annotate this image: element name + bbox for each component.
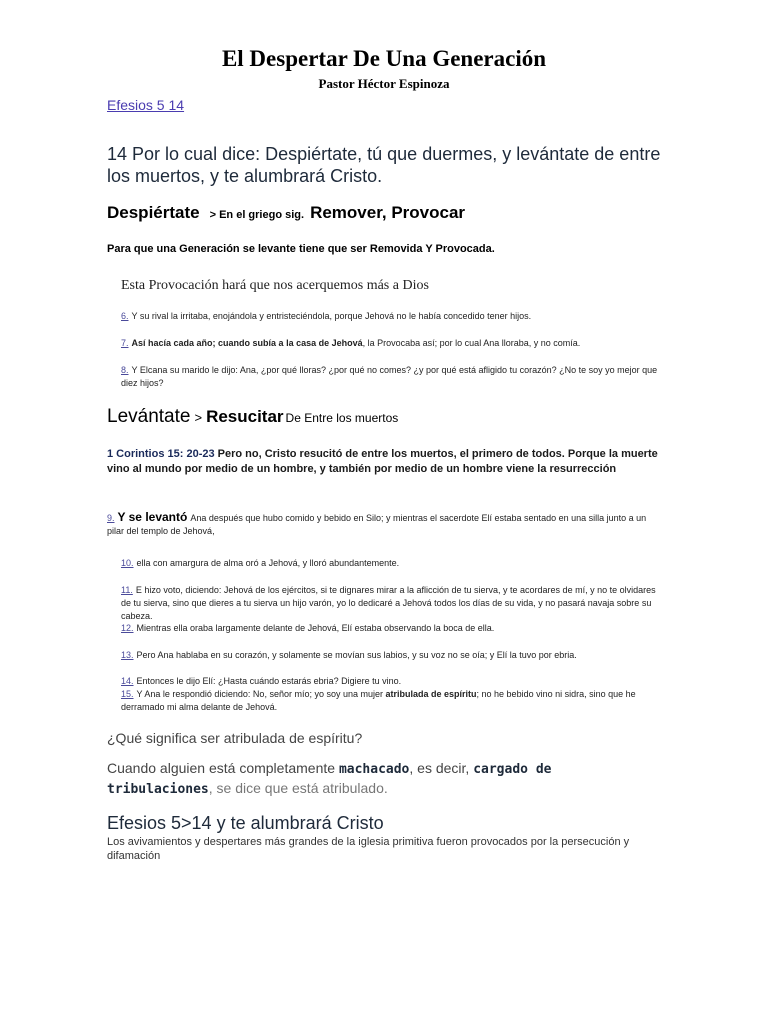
- corinthians-text: Pero no, Cristo resucitó de entre los muertos, el primero de todos. Porque la muerte vino al mundo por medio de un hombre, y también por medio de un hombre viene la resurrección: [107, 448, 658, 475]
- verse-number-link[interactable]: 13.: [121, 650, 134, 660]
- answer-text-end: , se dice que está atribulado.: [208, 780, 388, 796]
- verse-text: Y Elcana su marido le dijo: Ana, ¿por qué lloras? ¿por qué no comes? ¿y por qué está afligido tu corazón? ¿No te soy yo mejor que diez hijos?: [121, 365, 658, 388]
- heading-meaning: Remover, Provocar: [310, 203, 466, 222]
- verse-text: ella con amargura de alma oró a Jehová, y lloró abundantemente.: [136, 558, 400, 568]
- heading-word: Levántate: [107, 406, 191, 427]
- heading-levantate: [107, 406, 398, 428]
- verse-text-end: ; no he bebido vino ni sidra, sino que he derramado mi alma delante de Jehová.: [121, 689, 636, 712]
- verse-item: [121, 688, 661, 714]
- verse-item: [121, 649, 661, 662]
- verse-item: [121, 557, 661, 570]
- verse-text: Y Ana le respondió diciendo: No, señor mío; yo soy una mujer: [136, 689, 386, 699]
- author-name: Pastor Héctor Espinoza: [318, 76, 450, 91]
- heading-note: > En el griego sig.: [209, 209, 305, 221]
- verse-item: [121, 310, 661, 323]
- verse-text: , la Provocaba así; por lo cual Ana lloraba, y no comía.: [362, 338, 581, 348]
- verse-item: [121, 364, 661, 390]
- scripture-reference-link[interactable]: Efesios 5 14: [107, 97, 185, 113]
- corinthians-paragraph: [107, 447, 667, 477]
- verse-item: [121, 622, 661, 635]
- verse-text: E hizo voto, diciendo: Jehová de los ejércitos, si te dignares mirar a la aflicción de tu sierva, y te acordares de mí, y no te olvidares de tu sierva, sino que dieres a tu sierva un hijo varón, yo lo dedicaré a Jehová todos los días de su vida, y no pasará navaja sobre su cabeza.: [121, 585, 656, 621]
- verse-number-link[interactable]: 9.: [107, 513, 115, 523]
- document-title: El Despertar De Una Generación: [221, 46, 547, 71]
- question-line: ¿Qué significa ser atribulada de espíritu?: [107, 730, 363, 746]
- verse-number-link[interactable]: 8.: [121, 365, 129, 375]
- answer-text: , es decir,: [409, 760, 474, 776]
- verse-item: [121, 337, 661, 350]
- answer-bold-term: cargado de tribulaciones: [107, 762, 552, 797]
- verse-item: [121, 675, 661, 688]
- verse-number-link[interactable]: 15.: [121, 689, 134, 699]
- verse-text: Entonces le dijo Elí: ¿Hasta cuándo estarás ebria? Digiere tu vino.: [136, 676, 402, 686]
- verse-item: [107, 511, 662, 538]
- verse-item: [121, 584, 661, 623]
- corinthians-reference: 1 Corintios 15: 20-23: [107, 448, 215, 460]
- heading-arrow: >: [194, 410, 203, 425]
- generation-paragraph: Para que una Generación se levante tiene que ser Removida Y Provocada.: [107, 243, 495, 255]
- heading-word: Despiértate: [107, 203, 200, 222]
- answer-text: Cuando alguien está completamente: [107, 760, 339, 776]
- closing-paragraph: Los avivamientos y despertares más grandes de la iglesia primitiva fueron provocados por la persecución y difamación: [107, 836, 630, 862]
- verse-bold-text: atribulada de espíritu: [385, 689, 477, 699]
- verse-number-link[interactable]: 11.: [121, 585, 133, 595]
- answer-bold-term: machacado: [338, 762, 410, 777]
- verse-bold-text: Y se levantó: [117, 510, 188, 524]
- verse-number-link[interactable]: 14.: [121, 676, 134, 686]
- heading-meaning: Resucitar: [206, 407, 284, 426]
- verse-bold-text: Así hacía cada año; cuando subía a la casa de Jehová: [131, 338, 363, 348]
- verse-text: Ana después que hubo comido y bebido en Silo; y mientras el sacerdote Elí estaba sentado en una silla junto a un pilar del templo de Jehová,: [107, 513, 647, 536]
- verse-14-paragraph: [107, 143, 667, 187]
- verse-number-link[interactable]: 7.: [121, 338, 129, 348]
- verse-number-link[interactable]: 10.: [121, 558, 134, 568]
- heading-efesios: Efesios 5>14 y te alumbrará Cristo: [107, 813, 384, 833]
- verse-number-link[interactable]: 6.: [121, 311, 129, 321]
- provocation-line: Esta Provocación hará que nos acerquemos más a Dios: [121, 278, 429, 293]
- verse-text: Mientras ella oraba largamente delante de Jehová, Elí estaba observando la boca de ella.: [136, 623, 495, 633]
- verse-14-lead: 14 Por lo cual dice:: [107, 144, 266, 164]
- answer-paragraph: [107, 759, 627, 799]
- verse-number-link[interactable]: 12.: [121, 623, 134, 633]
- verse-text: Y su rival la irritaba, enojándola y entristeciéndola, porque Jehová no le había concedido tener hijos.: [131, 311, 532, 321]
- verse-14-text: Despiértate, tú que duermes, y levántate de entre los muertos, y te alumbrará Cristo.: [107, 144, 661, 186]
- heading-despiertate: [107, 203, 465, 223]
- verse-text: Pero Ana hablaba en su corazón, y solamente se movían sus labios, y su voz no se oía; y Elí la tuvo por ebria.: [136, 650, 577, 660]
- heading-rest: De Entre los muertos: [285, 411, 399, 425]
